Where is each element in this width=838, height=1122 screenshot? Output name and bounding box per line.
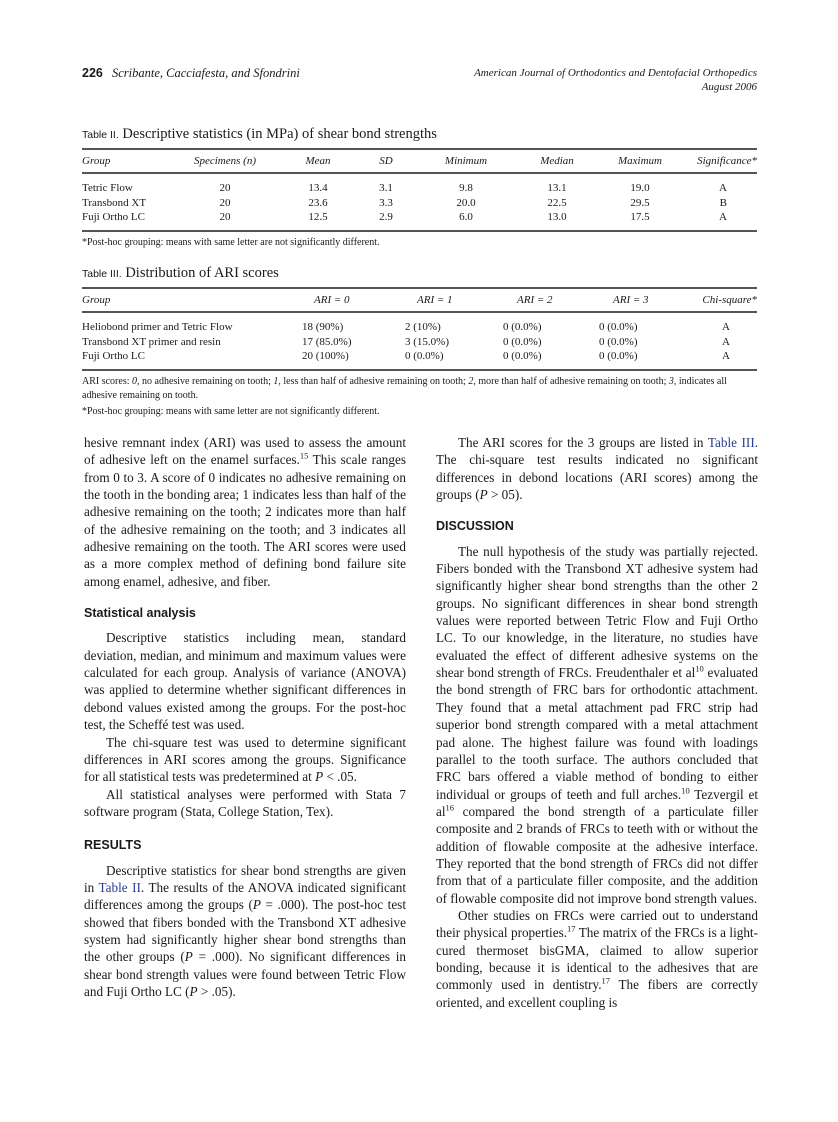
paragraph: [436, 543, 758, 907]
table-cell: 2 (10%): [405, 321, 441, 333]
column-header: Group: [82, 294, 111, 306]
text: Other studies on FRCs were carried out to understand their physical properties.: [436, 907, 758, 941]
table-cell: Fuji Ortho LC: [82, 350, 145, 362]
table-cell: 0 (0.0%): [503, 321, 542, 333]
table-cell: 29.5: [630, 196, 650, 209]
text: P: [479, 487, 488, 503]
table-cell: 0 (0.0%): [599, 335, 638, 348]
table-3-grid: [82, 289, 757, 371]
running-head: [82, 66, 757, 96]
table-cell: 23.6: [308, 196, 328, 209]
note-score: 3,: [668, 375, 677, 387]
reference-superscript[interactable]: 17: [567, 923, 576, 934]
table-cell: 20: [219, 196, 231, 209]
table-3-link[interactable]: Table III: [707, 435, 755, 450]
table-cell: 18 (90%): [302, 321, 344, 333]
column-header: Specimens (n): [193, 155, 256, 167]
paragraph: [84, 434, 406, 590]
note-text: indicates all adhesive remaining on tooth.: [82, 375, 727, 401]
running-head-right: [474, 66, 757, 94]
table-2: [82, 126, 757, 250]
issue-date: August 2006: [701, 81, 757, 93]
table-cell: 3 (15.0%): [405, 335, 449, 348]
table-cell: 22.5: [547, 196, 567, 209]
table-cell: 0 (0.0%): [599, 321, 638, 333]
table-row: [82, 335, 757, 350]
table-cell: 17.5: [630, 211, 650, 223]
table-3-ari-legend: [82, 375, 757, 403]
table-3: [82, 265, 757, 419]
table-cell: Heliobond primer and Tetric Flow: [82, 321, 233, 333]
authors: Scribante, Cacciafesta, and Sfondrini: [111, 66, 300, 80]
section-heading-discussion: DISCUSSION: [436, 519, 514, 534]
text: P: [189, 983, 198, 999]
table-cell: 13.0: [547, 211, 567, 223]
paragraph: [436, 907, 758, 1011]
text: The chi-square test was used to determine significant differences in ARI scores among the groups. Significance for all statistical tests was predetermined at: [84, 734, 406, 785]
text: This scale ranges from 0 to 3. A score of 0 indicates no adhesive remaining on the tooth in the bonding area; 1 indicates less than half of the adhesive remaining on the tooth; 2 indicates more than half of the adhesive remaining on the tooth; and 3 indicates all adhesive remaining on the tooth. The ARI scores were used as a more complex method of defining bond failure site among enamel, adhesive, and fiber.: [84, 452, 406, 589]
note-score: 1,: [273, 375, 281, 387]
table-cell: 0 (0.0%): [599, 350, 638, 362]
text: evaluated the bond strength of FRC bars for orthodontic attachment. They found that a metal attachment pad FRC strip had superior bond strength compared with a metal attachment pad alone. The highest failure was found with loadings parallel to the tooth surface. The authors concluded that FRC bars offered a viable method of bonding to either individual or groups of teeth and full arches.: [436, 665, 758, 802]
note-text: more than half of adhesive remaining on tooth;: [475, 375, 669, 387]
column-header: Group: [82, 155, 111, 167]
column-header: Median: [540, 155, 574, 167]
table-cell: 6.0: [459, 211, 473, 223]
text: The ARI scores for the 3 groups are listed in: [458, 435, 708, 450]
table-cell: B: [719, 196, 727, 209]
table-cell: Fuji Ortho LC: [82, 211, 145, 223]
table-cell: 12.5: [308, 211, 328, 223]
table-cell: 20 (100%): [302, 350, 349, 362]
text: The fibers are correctly oriented, and excellent coupling is: [436, 977, 758, 1010]
table-3-title: Distribution of ARI scores: [125, 265, 279, 281]
text: . The results of the ANOVA indicated significant differences among the groups (: [84, 879, 406, 913]
column-header: ARI = 3: [613, 294, 649, 306]
text: P: [252, 897, 261, 913]
table-cell: 20: [219, 211, 231, 223]
text: hesive remnant index (ARI) was used to assess the amount of adhesive left on the enamel surfaces.: [84, 435, 406, 468]
table-cell: Transbond XT primer and resin: [82, 335, 221, 348]
table-cell: A: [722, 321, 730, 333]
table-cell: 0 (0.0%): [503, 350, 542, 362]
table-cell: 13.4: [308, 182, 328, 194]
column-header: ARI = 1: [417, 294, 453, 306]
paragraph: All statistical analyses were performed with Stata 7 software program (Stata, College Station, Tex).: [84, 786, 406, 819]
text: P: [184, 949, 193, 965]
table-2-title: Descriptive statistics (in MPa) of shear bond strengths: [122, 126, 437, 142]
table-cell: 2.9: [379, 211, 393, 223]
table-cell: 13.1: [547, 182, 567, 194]
table-cell: 17 (85.0%): [302, 335, 352, 348]
note-text: ARI scores:: [82, 375, 132, 387]
text: compared the bond strength of a particulate filler composite and 2 brands of FRCs to teeth with or without the addition of flowable composite at the adhesive interface. They reported that the bond strength of FRCs did not differ from that of a particulate filler composite, and the addition of flowable composite did not improve bond strength values.: [436, 803, 758, 906]
table-cell: A: [719, 182, 727, 194]
column-header: Maximum: [618, 155, 662, 167]
table-2-footnote: *Post-hoc grouping: means with same letter are not significantly different.: [82, 236, 380, 248]
page-number: 226: [82, 66, 103, 80]
table-cell: 3.3: [379, 196, 393, 209]
note-text: less than half of adhesive remaining on tooth;: [280, 375, 469, 387]
text: . The chi-square test results indicated no significant differences in debond locations (ARI scores) among the groups (: [436, 435, 759, 503]
column-header: Chi-square*: [702, 294, 757, 306]
reference-superscript[interactable]: 15: [299, 450, 309, 461]
table-row: [82, 210, 757, 231]
table-cell: 0 (0.0%): [405, 350, 444, 362]
table-3-caption: [82, 265, 757, 282]
table-cell: 0 (0.0%): [503, 335, 542, 348]
column-header: Significance*: [697, 155, 757, 167]
table-cell: 3.1: [379, 182, 393, 194]
column-header: Mean: [305, 155, 331, 167]
table-cell: 9.8: [459, 182, 473, 194]
section-heading-statistical-analysis: Statistical analysis: [84, 606, 196, 621]
table-3-footnote: *Post-hoc grouping: means with same letter are not significantly different.: [82, 405, 380, 417]
text: Descriptive statistics for shear bond strengths are given in: [84, 862, 406, 895]
table-cell: A: [722, 335, 730, 348]
note-score: 0,: [132, 375, 140, 387]
table-3-label: Table III.: [82, 268, 122, 280]
table-cell: Transbond XT: [82, 196, 147, 209]
text: P: [315, 769, 324, 785]
table-2-caption: [82, 126, 757, 143]
column-header: ARI = 2: [517, 294, 553, 306]
table-cell: A: [719, 211, 727, 223]
table-header-row: [82, 150, 757, 173]
text: > 05).: [487, 487, 523, 503]
paragraph: Descriptive statistics including mean, standard deviation, median, and minimum and maximum values were calculated for each group. Analysis of variance (ANOVA) was applied to determine whether significant differences in debond values existed among the groups. For the post-hoc test, the Scheffé test was used.: [84, 630, 406, 733]
table-header-row: [82, 289, 757, 312]
note-text: no adhesive remaining on tooth;: [139, 375, 274, 387]
running-head-left: [82, 66, 300, 81]
column-header: Minimum: [444, 155, 488, 167]
paragraph: [436, 434, 758, 503]
table-2-link[interactable]: Table II: [98, 879, 141, 895]
table-cell: 20.0: [456, 196, 476, 209]
text: Tezvergil et al: [436, 786, 759, 819]
text: = .000). No significant differences in shear bond strength values were found between Tetric Flow and Fuji Ortho LC (: [84, 949, 406, 999]
right-column: [436, 434, 758, 1011]
paragraph: [84, 862, 406, 1001]
table-row: [82, 312, 757, 335]
table-cell: A: [722, 350, 730, 362]
table-2-grid: [82, 150, 757, 232]
table-row: [82, 173, 757, 196]
text: < .05.: [323, 769, 357, 785]
reference-superscript[interactable]: 16: [445, 802, 455, 813]
text: The null hypothesis of the study was partially rejected. Fibers bonded with the Transbond XT adhesive system had significantly higher shear bond strengths than the other 2 groups. No significant differences in shear bond strength values were reported between Tetric Flow and Fuji Ortho LC. To our knowledge, in the literature, no studies have evaluated the effect of different adhesive systems on the shear bond strength of FRCs. Freudenthaler et al: [436, 543, 758, 681]
reference-superscript[interactable]: 17: [601, 975, 610, 986]
table-cell: 20: [219, 182, 231, 194]
text: = .000). The post-hoc test showed that fibers bonded with the Transbond XT adhesive system had significantly higher shear bond strengths than the other groups (: [84, 897, 406, 965]
column-header: SD: [379, 155, 393, 167]
column-header: ARI = 0: [314, 294, 350, 306]
table-row: [82, 349, 757, 370]
note-score: 2,: [468, 375, 476, 387]
paragraph: [84, 734, 406, 786]
journal-name: American Journal of Orthodontics and Dentofacial Orthopedics: [474, 67, 757, 79]
left-column: [84, 434, 406, 1000]
table-cell: 19.0: [630, 182, 650, 194]
reference-superscript[interactable]: 10: [695, 663, 704, 674]
table-2-label: Table II.: [82, 129, 119, 141]
reference-superscript[interactable]: 10: [681, 785, 690, 796]
text: > .05).: [197, 983, 236, 999]
text: The matrix of the FRCs is a light-cured thermoset bisGMA, claimed to allow superior bonding, because it is identical to the adhesives that are commonly used in dentistry.: [436, 925, 758, 993]
section-heading-results: RESULTS: [84, 838, 142, 853]
table-row: [82, 196, 757, 211]
table-cell: Tetric Flow: [82, 182, 133, 194]
